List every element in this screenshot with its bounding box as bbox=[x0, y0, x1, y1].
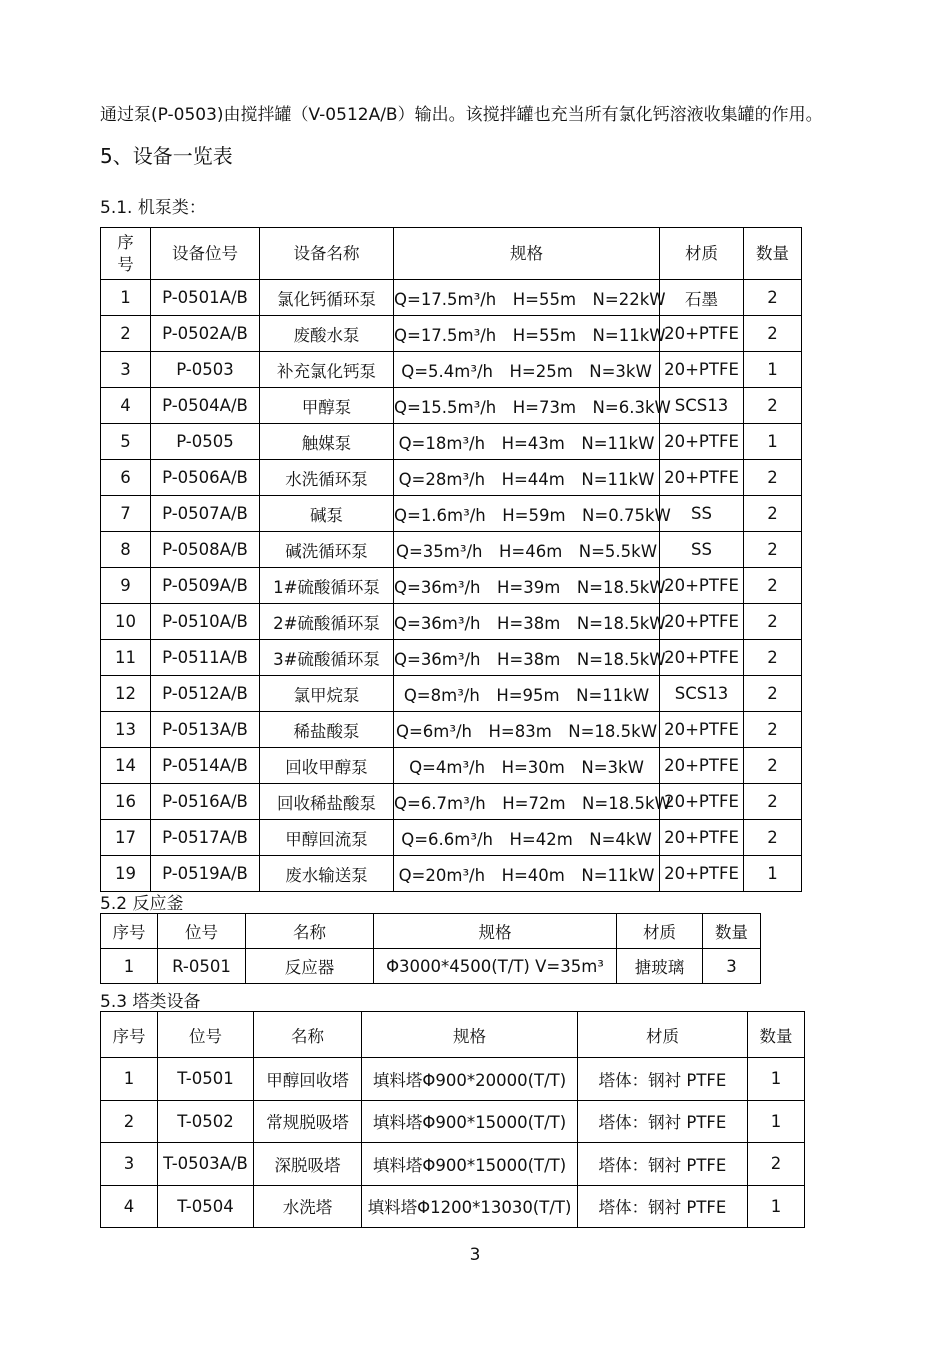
cell-spec: Q=6.6m³/h H=42m N=4kW bbox=[394, 820, 660, 856]
table-row bbox=[101, 1143, 805, 1186]
cell-spec: Q=18m³/h H=43m N=11kW bbox=[394, 424, 660, 460]
table-row bbox=[101, 856, 802, 892]
cell-material: 20+PTFE bbox=[660, 856, 744, 892]
cell-tag: T-0502 bbox=[158, 1100, 254, 1143]
towers-table-body bbox=[101, 1058, 805, 1228]
cell-material: 20+PTFE bbox=[660, 568, 744, 604]
cell-material: SCS13 bbox=[660, 676, 744, 712]
cell-spec: Q=4m³/h H=30m N=3kW bbox=[394, 748, 660, 784]
cell-quantity: 2 bbox=[744, 460, 802, 496]
cell-index: 8 bbox=[101, 532, 151, 568]
column-header: 位号 bbox=[158, 914, 246, 949]
cell-tag: P-0502A/B bbox=[151, 316, 260, 352]
cell-spec: Q=8m³/h H=95m N=11kW bbox=[394, 676, 660, 712]
table-row bbox=[101, 460, 802, 496]
cell-tag: P-0506A/B bbox=[151, 460, 260, 496]
column-header: 设备名称 bbox=[260, 228, 394, 280]
cell-index: 5 bbox=[101, 424, 151, 460]
table-row bbox=[101, 316, 802, 352]
cell-index: 14 bbox=[101, 748, 151, 784]
cell-quantity: 2 bbox=[744, 712, 802, 748]
cell-material: 20+PTFE bbox=[660, 460, 744, 496]
cell-tag: P-0501A/B bbox=[151, 280, 260, 316]
cell-tag: T-0503A/B bbox=[158, 1143, 254, 1186]
cell-tag: P-0505 bbox=[151, 424, 260, 460]
reactor-table-body bbox=[101, 949, 761, 984]
cell-name: 回收稀盐酸泵 bbox=[260, 784, 394, 820]
cell-quantity: 1 bbox=[748, 1058, 805, 1101]
cell-quantity: 3 bbox=[703, 949, 761, 984]
cell-material: 塔体：钢衬 PTFE bbox=[578, 1058, 748, 1101]
cell-name: 甲醇回收塔 bbox=[254, 1058, 362, 1101]
cell-spec: Q=20m³/h H=40m N=11kW bbox=[394, 856, 660, 892]
cell-tag: P-0517A/B bbox=[151, 820, 260, 856]
cell-material: 20+PTFE bbox=[660, 640, 744, 676]
table-row bbox=[101, 1058, 805, 1101]
cell-tag: P-0511A/B bbox=[151, 640, 260, 676]
cell-material: 20+PTFE bbox=[660, 316, 744, 352]
table-row bbox=[101, 676, 802, 712]
cell-name: 碱泵 bbox=[260, 496, 394, 532]
table-header-row bbox=[101, 914, 761, 949]
cell-index: 16 bbox=[101, 784, 151, 820]
cell-spec: Q=5.4m³/h H=25m N=3kW bbox=[394, 352, 660, 388]
pumps-table bbox=[100, 227, 802, 892]
cell-index: 3 bbox=[101, 352, 151, 388]
cell-index: 1 bbox=[101, 280, 151, 316]
cell-material: 塔体：钢衬 PTFE bbox=[578, 1100, 748, 1143]
cell-tag: P-0508A/B bbox=[151, 532, 260, 568]
cell-quantity: 1 bbox=[744, 424, 802, 460]
cell-name: 补充氯化钙泵 bbox=[260, 352, 394, 388]
cell-material: 20+PTFE bbox=[660, 604, 744, 640]
cell-tag: P-0516A/B bbox=[151, 784, 260, 820]
column-header: 序号 bbox=[101, 914, 158, 949]
cell-quantity: 2 bbox=[744, 640, 802, 676]
cell-quantity: 2 bbox=[744, 532, 802, 568]
cell-quantity: 1 bbox=[744, 856, 802, 892]
reactor-table bbox=[100, 913, 761, 984]
cell-spec: Q=6m³/h H=83m N=18.5kW bbox=[394, 712, 660, 748]
cell-quantity: 2 bbox=[744, 604, 802, 640]
cell-name: 水洗塔 bbox=[254, 1185, 362, 1228]
cell-material: 20+PTFE bbox=[660, 712, 744, 748]
column-header: 规格 bbox=[362, 1012, 578, 1058]
table-row bbox=[101, 640, 802, 676]
cell-quantity: 2 bbox=[744, 676, 802, 712]
cell-name: 水洗循环泵 bbox=[260, 460, 394, 496]
table-row bbox=[101, 1100, 805, 1143]
cell-tag: P-0510A/B bbox=[151, 604, 260, 640]
cell-name: 碱洗循环泵 bbox=[260, 532, 394, 568]
towers-table bbox=[100, 1011, 805, 1228]
table-row bbox=[101, 712, 802, 748]
cell-spec: Q=35m³/h H=46m N=5.5kW bbox=[394, 532, 660, 568]
table-row bbox=[101, 424, 802, 460]
column-header: 序号 bbox=[101, 1012, 158, 1058]
cell-tag: P-0503 bbox=[151, 352, 260, 388]
cell-material: 20+PTFE bbox=[660, 352, 744, 388]
cell-spec: Q=36m³/h H=38m N=18.5kW bbox=[394, 640, 660, 676]
cell-name: 反应器 bbox=[246, 949, 374, 984]
column-header: 名称 bbox=[254, 1012, 362, 1058]
column-header: 数量 bbox=[744, 228, 802, 280]
cell-quantity: 2 bbox=[744, 388, 802, 424]
cell-spec: Q=1.6m³/h H=59m N=0.75kW bbox=[394, 496, 660, 532]
column-header: 数量 bbox=[748, 1012, 805, 1058]
cell-spec: Q=6.7m³/h H=72m N=18.5kW bbox=[394, 784, 660, 820]
cell-name: 稀盐酸泵 bbox=[260, 712, 394, 748]
cell-tag: P-0509A/B bbox=[151, 568, 260, 604]
cell-tag: P-0513A/B bbox=[151, 712, 260, 748]
cell-quantity: 2 bbox=[744, 748, 802, 784]
table-header-row bbox=[101, 1012, 805, 1058]
cell-index: 2 bbox=[101, 316, 151, 352]
cell-name: 1#硫酸循环泵 bbox=[260, 568, 394, 604]
table-row bbox=[101, 532, 802, 568]
cell-index: 10 bbox=[101, 604, 151, 640]
cell-index: 6 bbox=[101, 460, 151, 496]
page-number: 3 bbox=[469, 1245, 481, 1265]
cell-spec: Q=15.5m³/h H=73m N=6.3kW bbox=[394, 388, 660, 424]
cell-name: 废水输送泵 bbox=[260, 856, 394, 892]
cell-material: 塔体：钢衬 PTFE bbox=[578, 1185, 748, 1228]
cell-tag: P-0514A/B bbox=[151, 748, 260, 784]
cell-tag: P-0519A/B bbox=[151, 856, 260, 892]
cell-tag: P-0512A/B bbox=[151, 676, 260, 712]
cell-tag: T-0504 bbox=[158, 1185, 254, 1228]
cell-tag: P-0507A/B bbox=[151, 496, 260, 532]
table-row bbox=[101, 568, 802, 604]
table-row bbox=[101, 748, 802, 784]
cell-spec: 填料塔Φ900*20000(T/T) bbox=[362, 1058, 578, 1101]
cell-spec: Q=28m³/h H=44m N=11kW bbox=[394, 460, 660, 496]
cell-index: 17 bbox=[101, 820, 151, 856]
table-row bbox=[101, 604, 802, 640]
column-header: 规格 bbox=[374, 914, 617, 949]
cell-name: 甲醇回流泵 bbox=[260, 820, 394, 856]
cell-index: 12 bbox=[101, 676, 151, 712]
cell-name: 氯甲烷泵 bbox=[260, 676, 394, 712]
cell-material: SS bbox=[660, 532, 744, 568]
cell-spec: 填料塔Φ1200*13030(T/T) bbox=[362, 1185, 578, 1228]
cell-index: 2 bbox=[101, 1100, 158, 1143]
column-header: 位号 bbox=[158, 1012, 254, 1058]
column-header: 材质 bbox=[617, 914, 703, 949]
cell-spec: Q=36m³/h H=38m N=18.5kW bbox=[394, 604, 660, 640]
cell-name: 回收甲醇泵 bbox=[260, 748, 394, 784]
cell-material: 20+PTFE bbox=[660, 748, 744, 784]
cell-material: 20+PTFE bbox=[660, 820, 744, 856]
cell-index: 9 bbox=[101, 568, 151, 604]
intro-paragraph: 通过泵(P-0503)由搅拌罐（V-0512A/B）输出。该搅拌罐也充当所有氯化钙溶液收集罐的作用。 bbox=[100, 105, 823, 125]
cell-name: 氯化钙循环泵 bbox=[260, 280, 394, 316]
pumps-table-body bbox=[101, 280, 802, 892]
cell-quantity: 1 bbox=[748, 1185, 805, 1228]
cell-material: 搪玻璃 bbox=[617, 949, 703, 984]
table-row bbox=[101, 949, 761, 984]
cell-name: 触媒泵 bbox=[260, 424, 394, 460]
cell-index: 19 bbox=[101, 856, 151, 892]
table-row bbox=[101, 820, 802, 856]
cell-quantity: 2 bbox=[748, 1143, 805, 1186]
column-header: 名称 bbox=[246, 914, 374, 949]
cell-index: 13 bbox=[101, 712, 151, 748]
cell-spec: Φ3000*4500(T/T) V=35m³ bbox=[374, 949, 617, 984]
cell-index: 4 bbox=[101, 388, 151, 424]
cell-quantity: 1 bbox=[744, 352, 802, 388]
cell-spec: 填料塔Φ900*15000(T/T) bbox=[362, 1143, 578, 1186]
cell-name: 3#硫酸循环泵 bbox=[260, 640, 394, 676]
cell-quantity: 1 bbox=[748, 1100, 805, 1143]
column-header: 规格 bbox=[394, 228, 660, 280]
column-header: 材质 bbox=[578, 1012, 748, 1058]
cell-material: SCS13 bbox=[660, 388, 744, 424]
cell-name: 2#硫酸循环泵 bbox=[260, 604, 394, 640]
cell-quantity: 2 bbox=[744, 280, 802, 316]
cell-material: 塔体：钢衬 PTFE bbox=[578, 1143, 748, 1186]
reactor-heading: 5.2 反应釜 bbox=[100, 894, 184, 914]
cell-name: 深脱吸塔 bbox=[254, 1143, 362, 1186]
cell-name: 废酸水泵 bbox=[260, 316, 394, 352]
cell-spec: 填料塔Φ900*15000(T/T) bbox=[362, 1100, 578, 1143]
cell-index: 1 bbox=[101, 1058, 158, 1101]
table-row bbox=[101, 784, 802, 820]
cell-tag: R-0501 bbox=[158, 949, 246, 984]
cell-index: 7 bbox=[101, 496, 151, 532]
column-header: 设备位号 bbox=[151, 228, 260, 280]
table-row bbox=[101, 1185, 805, 1228]
column-header: 材质 bbox=[660, 228, 744, 280]
cell-index: 3 bbox=[101, 1143, 158, 1186]
cell-tag: T-0501 bbox=[158, 1058, 254, 1101]
cell-quantity: 2 bbox=[744, 568, 802, 604]
cell-index: 4 bbox=[101, 1185, 158, 1228]
cell-index: 11 bbox=[101, 640, 151, 676]
cell-quantity: 2 bbox=[744, 316, 802, 352]
cell-quantity: 2 bbox=[744, 784, 802, 820]
cell-index: 1 bbox=[101, 949, 158, 984]
towers-heading: 5.3 塔类设备 bbox=[100, 992, 201, 1012]
cell-name: 常规脱吸塔 bbox=[254, 1100, 362, 1143]
table-row bbox=[101, 352, 802, 388]
table-row bbox=[101, 496, 802, 532]
cell-tag: P-0504A/B bbox=[151, 388, 260, 424]
cell-quantity: 2 bbox=[744, 496, 802, 532]
cell-spec: Q=17.5m³/h H=55m N=11kW bbox=[394, 316, 660, 352]
section-title: 5、设备一览表 bbox=[100, 144, 233, 168]
cell-spec: Q=36m³/h H=39m N=18.5kW bbox=[394, 568, 660, 604]
cell-material: 20+PTFE bbox=[660, 784, 744, 820]
cell-material: SS bbox=[660, 496, 744, 532]
cell-material: 石墨 bbox=[660, 280, 744, 316]
table-row bbox=[101, 388, 802, 424]
table-header-row bbox=[101, 228, 802, 280]
column-header: 序 号 bbox=[101, 228, 151, 280]
cell-spec: Q=17.5m³/h H=55m N=22kW bbox=[394, 280, 660, 316]
pumps-heading: 5.1. 机泵类： bbox=[100, 198, 206, 218]
cell-quantity: 2 bbox=[744, 820, 802, 856]
column-header: 数量 bbox=[703, 914, 761, 949]
table-row bbox=[101, 280, 802, 316]
cell-material: 20+PTFE bbox=[660, 424, 744, 460]
cell-name: 甲醇泵 bbox=[260, 388, 394, 424]
